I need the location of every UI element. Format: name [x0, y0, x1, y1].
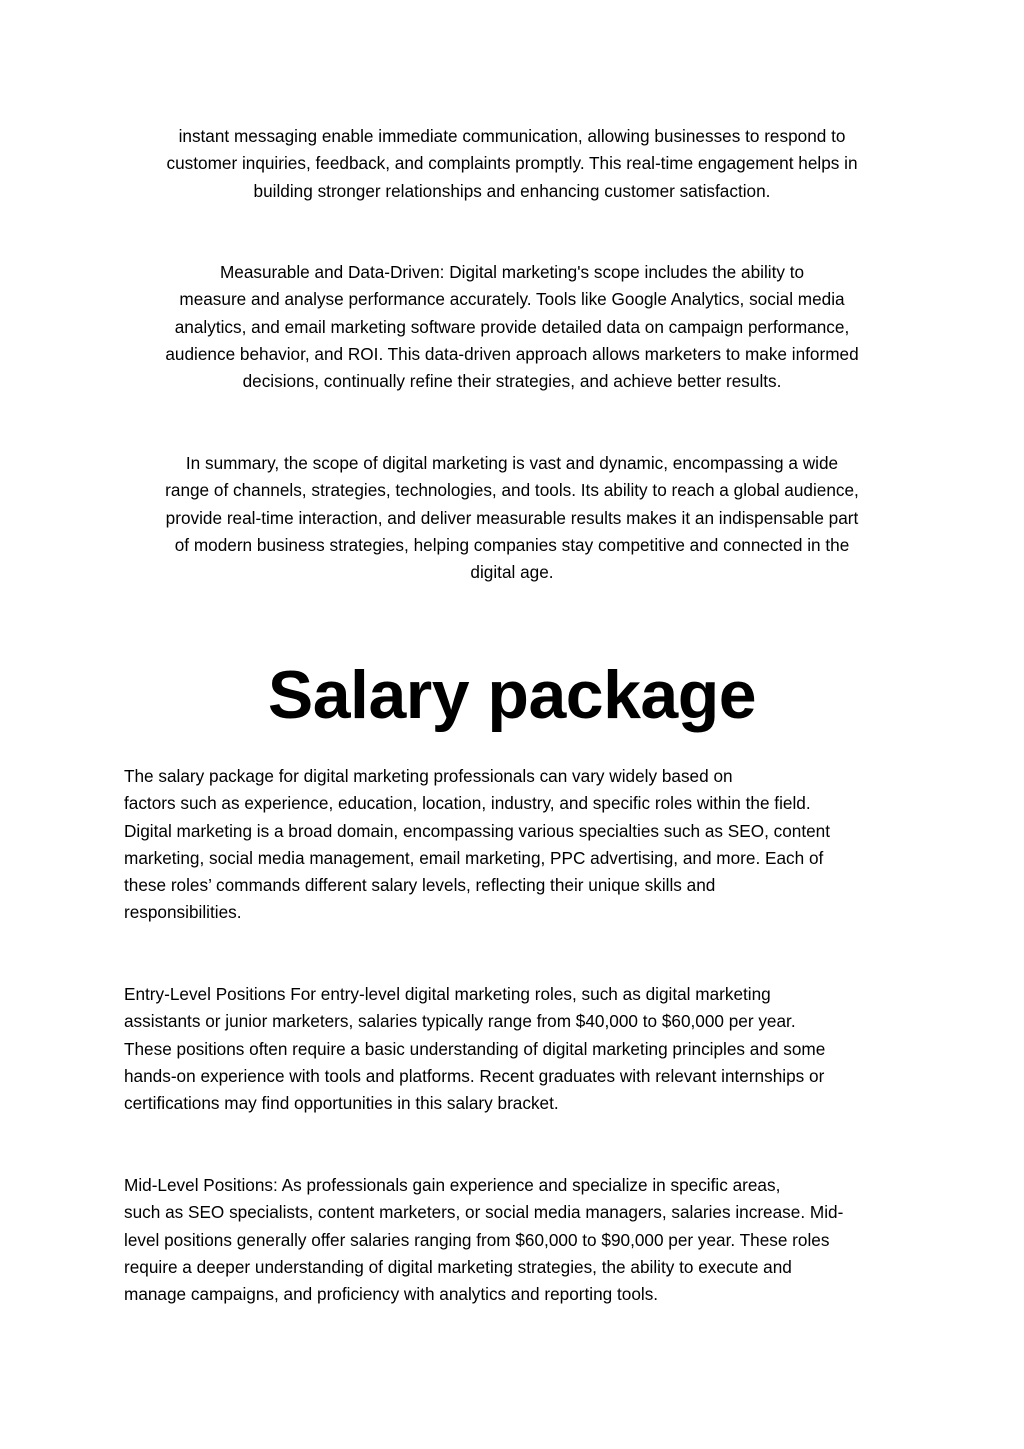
- paragraph-salary-intro: The salary package for digital marketing professionals can vary widely based on factors such as experience, education, location, industry, and specific roles within the field. Digital marketing is a broad domain, encompassing various specialties such as SEO, content marketing, social media management, email marketing, PPC advertising, and more. Each of these roles’ commands different salary levels, reflecting their unique skills and responsibilities.: [124, 766, 830, 923]
- paragraph-measurable-data-driven: Measurable and Data-Driven: Digital marketing's scope includes the ability to measure and analyse performance accurately. Tools like Google Analytics, social media analytics, and email marketing software provide detailed data on campaign performance, audience behavior, and ROI. This data-driven approach allows marketers to make informed decisions, continually refine their strategies, and achieve better results.: [165, 262, 859, 392]
- paragraph-entry-level-positions: Entry-Level Positions For entry-level digital marketing roles, such as digital marketing assistants or junior marketers, salaries typically range from $40,000 to $60,000 per year. These positions often require a basic understanding of digital marketing principles and some hands-on experience with tools and platforms. Recent graduates with relevant internships or certifications may find opportunities in this salary bracket.: [124, 984, 826, 1114]
- paragraph-mid-level-positions: Mid-Level Positions: As professionals gain experience and specialize in specific areas, such as SEO specialists, content marketers, or social media managers, salaries increase. Mid- level positions generally offer salaries ranging from $60,000 to $90,000 per year. These roles require a deeper understanding of digital marketing strategies, the ability to execute and manage campaigns, and proficiency with analytics and reporting tools.: [124, 1175, 844, 1305]
- paragraph-summary: In summary, the scope of digital marketing is vast and dynamic, encompassing a wide range of channels, strategies, technologies, and tools. Its ability to reach a global audience, provide real-time interaction, and deliver measurable results makes it an indispensable part of modern business strategies, helping companies stay competitive and connected in the digital age.: [165, 453, 859, 583]
- section-heading-salary-package: Salary package: [267, 657, 757, 733]
- paragraph-intro-tail: instant messaging enable immediate communication, allowing businesses to respond to customer inquiries, feedback, and complaints promptly. This real-time engagement helps in building stronger relationships and enhancing customer satisfaction.: [166, 126, 858, 201]
